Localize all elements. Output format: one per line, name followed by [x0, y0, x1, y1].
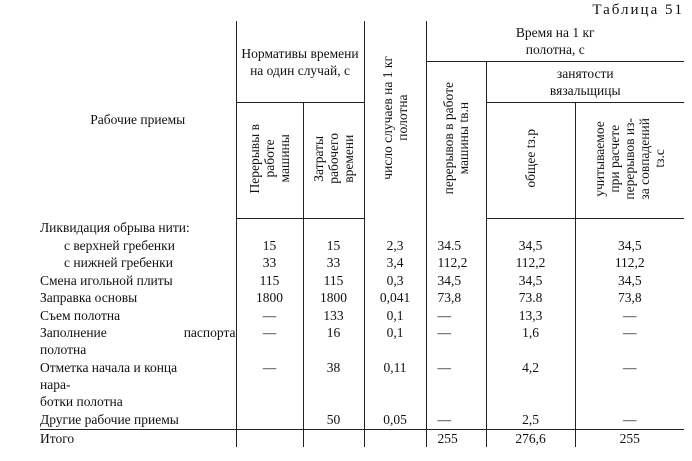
row-op: Заправка основы [40, 290, 138, 305]
table-row: Съем полотна — 133 0,1 — 13,3 — [40, 307, 684, 325]
table-row: с верхней гребенки 15 15 2,3 34.5 34,5 34,5 [40, 237, 684, 255]
table-row: Заполнение паспорта полотна — 16 0,1 — 1,6 — [40, 324, 684, 359]
table-caption: Таблица 51 [592, 2, 684, 18]
table-row: с нижней гребенки 33 33 3,4 112,2 112,2 112,2 [40, 254, 684, 272]
row-op: Съем полотна [40, 307, 121, 323]
table-row: Смена игольной плиты 115 115 0,3 34,5 34,5 34,5 [40, 272, 684, 290]
time-norms-table [40, 21, 684, 447]
table-row-total: Итого 255 276,6 255 [40, 429, 684, 447]
col-header-busy-total: общее tз.р [486, 103, 575, 219]
col-header-norms: Нормативы времени на один случай, с [236, 21, 364, 103]
row-op: Другие рабочие приемы [40, 412, 179, 427]
col-header-cases: число случаев на 1 кг полотна [364, 21, 426, 219]
row-op: с верхней гребенки [64, 237, 175, 253]
col-header-busy-counted: учитываемое при расчете перерывов из- за совпадений tз.с [575, 103, 684, 219]
table-row: Заправка основы 1800 1800 0,041 73,8 73.8 73,8 [40, 289, 684, 307]
col-header-time: Время на 1 кг полотна, с [426, 21, 684, 62]
table-row [40, 219, 684, 237]
col-header-busy: занятости вязальщицы [486, 62, 684, 103]
row-op: с нижней гребенки [64, 255, 173, 270]
col-header-norm-work: Затраты рабочего времени [303, 103, 364, 219]
table-row: Другие рабочие приемы 50 0,05 — 2,5 — [40, 411, 684, 429]
col-header-operations: Рабочие приемы [90, 112, 186, 128]
row-op: Заполнение паспорта полотна [40, 325, 236, 357]
table-row: Отметка начала и конца нара- ботки полотна — 38 0,11 — 4,2 — [40, 359, 684, 411]
row-op: Итого [40, 429, 236, 447]
col-header-time-breaks: перерывов в работе машины tв.н [426, 62, 486, 219]
row-op: Отметка начала и конца нара- ботки полотна [40, 360, 178, 409]
row-op: Ликвидация обрыва нити: [40, 219, 190, 235]
row-op: Смена игольной плиты [40, 272, 173, 288]
col-header-norm-breaks: Перерывы в работе машины [236, 103, 303, 219]
